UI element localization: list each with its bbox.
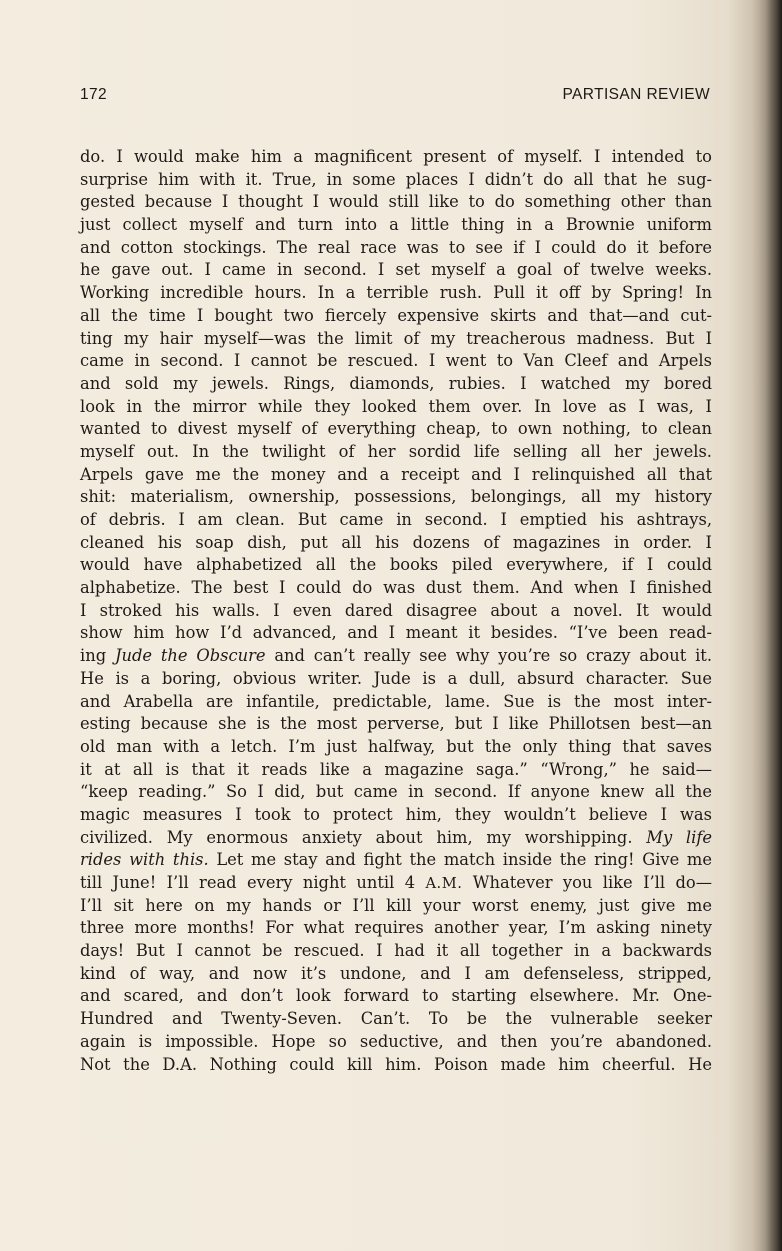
text-line: rides with this. Let me stay and fight the match inside the ring! Give me xyxy=(80,850,712,870)
page-number: 172 xyxy=(80,86,108,103)
text-line: Not the D.A. Nothing could kill him. Poison made him cheerful. He xyxy=(80,1054,712,1074)
text-line: came in second. I cannot be rescued. I went to Van Cleef and Arpels xyxy=(80,351,712,371)
text-line: and Arabella are infantile, predictable, lame. Sue is the most inter- xyxy=(80,691,712,711)
text-line: it at all is that it reads like a magazine saga.” “Wrong,” he said— xyxy=(80,759,712,779)
text-line: esting because she is the most perverse, but I like Phillotsen best—an xyxy=(80,714,712,734)
page-header xyxy=(80,86,710,108)
text-line: myself out. In the twilight of her sordid life selling all her jewels. xyxy=(80,441,712,461)
page-binding-shadow xyxy=(752,0,782,1251)
text-line: gested because I thought I would still like to do something other than xyxy=(80,192,712,212)
text-line: Working incredible hours. In a terrible rush. Pull it off by Spring! In xyxy=(80,283,712,303)
text-line: alphabetize. The best I could do was dust them. And when I finished xyxy=(80,578,712,598)
text-line: shit: materialism, ownership, possessions, belongings, all my history xyxy=(80,487,712,507)
text-line: show him how I’d advanced, and I meant it besides. “I’ve been read- xyxy=(80,623,712,643)
text-line: cleaned his soap dish, put all his dozens of magazines in order. I xyxy=(80,532,712,552)
text-line: I stroked his walls. I even dared disagree about a novel. It would xyxy=(80,600,712,620)
italic-phrase: rides with this. xyxy=(80,850,209,870)
text-line: days! But I cannot be rescued. I had it all together in a backwards xyxy=(80,941,712,961)
text-line: and cotton stockings. The real race was to see if I could do it before xyxy=(80,237,712,257)
text-line: magic measures I took to protect him, they wouldn’t believe I was xyxy=(80,804,712,824)
text-line: “keep reading.” So I did, but came in second. If anyone knew all the xyxy=(80,782,712,802)
text-line: Arpels gave me the money and a receipt and I relinquished all that xyxy=(80,464,712,484)
text-line: just collect myself and turn into a little thing in a Brownie uniform xyxy=(80,215,712,235)
body-text xyxy=(80,146,712,1076)
text-line: He is a boring, obvious writer. Jude is a dull, absurd character. Sue xyxy=(80,668,712,688)
text-line: ing Jude the Obscure and can’t really see why you’re so crazy about it. xyxy=(80,646,712,666)
text-line: ting my hair myself—was the limit of my treacherous madness. But I xyxy=(80,328,712,348)
text-line: kind of way, and now it’s undone, and I am defenseless, stripped, xyxy=(80,963,712,983)
text-line: surprise him with it. True, in some places I didn’t do all that he sug- xyxy=(80,169,712,189)
text-line: he gave out. I came in second. I set myself a goal of twelve weeks. xyxy=(80,260,712,280)
text-line: of debris. I am clean. But came in second. I emptied his ashtrays, xyxy=(80,510,712,529)
text-line: look in the mirror while they looked them over. In love as I was, I xyxy=(80,396,712,416)
italic-phrase: My life xyxy=(646,827,712,847)
book-title-italic: Jude the Obscure xyxy=(114,646,266,666)
text-line: and scared, and don’t look forward to starting elsewhere. Mr. One- xyxy=(80,986,712,1006)
small-caps-time: A.M. xyxy=(425,875,463,892)
text-line: three more months! For what requires another year, I’m asking ninety xyxy=(80,918,712,938)
text-line: and sold my jewels. Rings, diamonds, rubies. I watched my bored xyxy=(80,373,712,393)
text-line: civilized. My enormous anxiety about him, my worshipping. My life xyxy=(80,827,712,847)
running-head: PARTISAN REVIEW xyxy=(562,86,710,103)
text-line: all the time I bought two fiercely expensive skirts and that—and cut- xyxy=(80,305,712,325)
text-line: I’ll sit here on my hands or I’ll kill your worst enemy, just give me xyxy=(80,895,712,915)
text-line: old man with a letch. I’m just halfway, but the only thing that saves xyxy=(80,736,712,756)
text-line: till June! I’ll read every night until 4 A.M. Whatever you like I’ll do— xyxy=(80,873,712,892)
text-line: again is impossible. Hope so seductive, and then you’re abandoned. xyxy=(80,1031,712,1051)
text-line: wanted to divest myself of everything cheap, to own nothing, to clean xyxy=(80,419,712,439)
text-line: would have alphabetized all the books piled everywhere, if I could xyxy=(80,555,712,575)
text-line: Hundred and Twenty-Seven. Can’t. To be the vulnerable seeker xyxy=(80,1009,712,1029)
text-line: do. I would make him a magnificent present of myself. I intended to xyxy=(80,147,712,166)
